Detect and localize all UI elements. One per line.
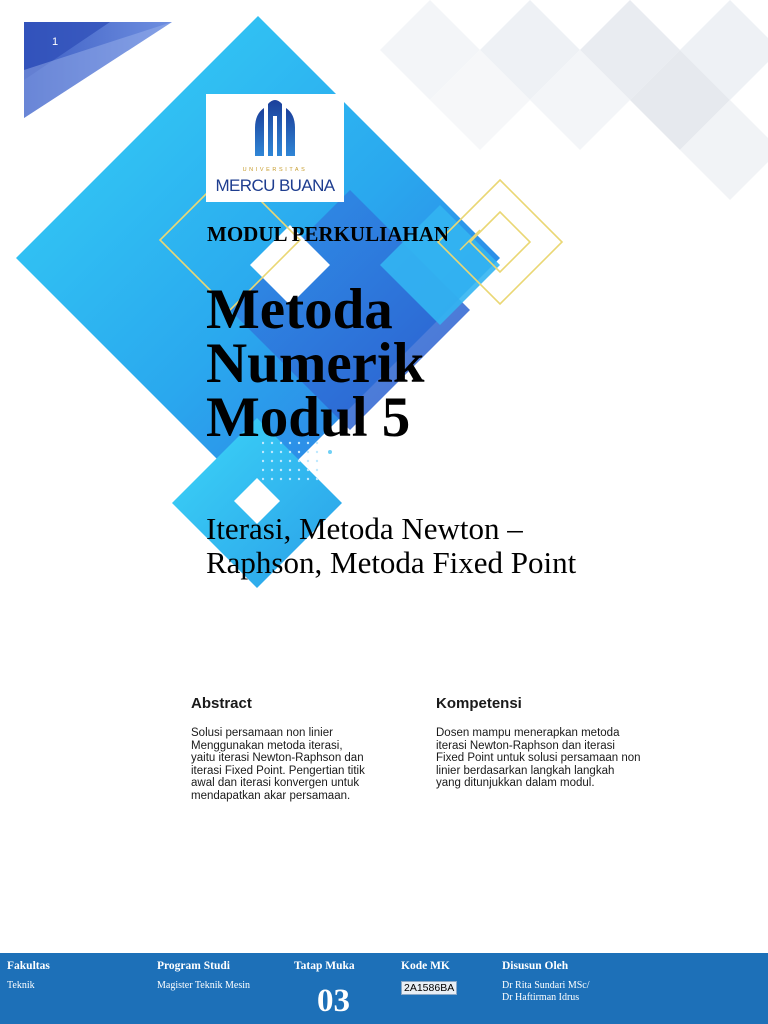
logo-caption: MERCU BUANA — [215, 176, 335, 195]
subtitle-line: Raphson, Metoda Fixed Point — [206, 545, 577, 580]
abstract-line: Solusi persamaan non linier — [191, 727, 333, 739]
subtitle-line: Iterasi, Metoda Newton – — [206, 511, 523, 546]
kompetensi-line: Fixed Point untuk solusi persamaan non — [436, 752, 641, 764]
disusun-oleh-label: Disusun Oleh — [502, 960, 569, 972]
kompetensi-line: iterasi Newton-Raphson dan iterasi — [436, 739, 615, 752]
author-list — [502, 980, 590, 1004]
tatap-muka-value: 03 — [317, 983, 350, 1019]
logo-caption-small: UNIVERSITAS — [242, 167, 308, 173]
abstract-heading: Abstract — [191, 695, 252, 712]
program-studi-value: Magister Teknik Mesin — [157, 980, 250, 991]
fakultas-value: Teknik — [7, 980, 35, 991]
grey-diamond-pattern — [380, 0, 768, 200]
title-line: Modul 5 — [206, 386, 411, 449]
university-logo — [206, 94, 344, 202]
subtitle — [206, 512, 686, 580]
kompetensi-body — [436, 727, 672, 790]
abstract-line: yaitu iterasi Newton-Raphson dan — [191, 752, 364, 764]
abstract-line: iterasi Fixed Point. Pengertian titik — [191, 764, 365, 777]
kompetensi-heading: Kompetensi — [436, 695, 522, 712]
kompetensi-line: yang ditunjukkan dalam modul. — [436, 777, 595, 789]
abstract-line: Menggunakan metoda iterasi, — [191, 739, 343, 752]
main-title — [206, 278, 425, 449]
kompetensi-line: linier berdasarkan langkah langkah — [436, 764, 615, 777]
tatap-muka-label: Tatap Muka — [294, 960, 355, 972]
module-label: MODUL PERKULIAHAN — [207, 222, 450, 246]
author-name: Dr Rita Sundari MSc/ — [502, 980, 590, 991]
page-number: 1 — [52, 36, 59, 48]
kode-mk-label: Kode MK — [401, 960, 450, 972]
kompetensi-line: Dosen mampu menerapkan metoda — [436, 727, 620, 739]
abstract-line: mendapatkan akar persamaan. — [191, 789, 351, 802]
footer-info-bar — [0, 953, 768, 1024]
abstract-line: awal dan iterasi konvergen untuk — [191, 777, 360, 789]
kode-mk-value: 2A1586BA — [401, 981, 457, 995]
logo-emblem-icon — [206, 94, 344, 170]
fakultas-label: Fakultas — [7, 960, 50, 972]
abstract-body — [191, 727, 427, 802]
program-studi-label: Program Studi — [157, 960, 230, 972]
title-line: Metoda — [206, 278, 393, 341]
author-name: Dr Haftirman Idrus — [502, 992, 580, 1003]
title-line: Numerik — [206, 332, 425, 395]
